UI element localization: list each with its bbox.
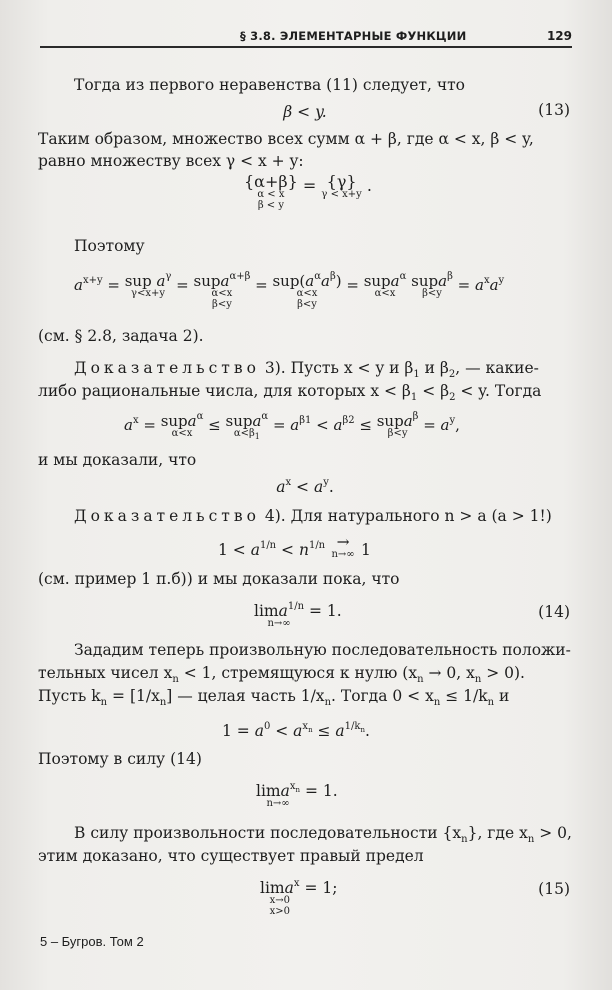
paragraph-line: Поэтому	[74, 237, 145, 255]
formula-13	[38, 101, 572, 123]
set-equality-formula: {α+β} α < x β < y = {γ} γ < x+y .	[244, 172, 372, 211]
proof-4-line: Доказательство 4). Для натурального n > a (a > 1!)	[74, 507, 552, 525]
paragraph-line: равно множеству всех γ < x + y:	[38, 152, 304, 170]
set-alpha-beta: {α+β} α < x β < y	[244, 172, 298, 211]
bound-formula: $1 = a^0 < a^{x_n} \le a^{1/k_n}$.	[222, 721, 370, 740]
page-footer: 5 – Бугров. Том 2	[40, 934, 144, 949]
inequality-chain-formula: $a^x$ = supa$^\alpha$ α<x ≤ supa$^\alpha$ $\alpha<\beta_1$ = $a^{\beta 1} < a^{\beta 2}$ ≤ supa$^\beta$ β<y = $a^y$,	[124, 411, 460, 441]
formula-14: lima$^{1/n}$ n→∞ = 1.	[254, 601, 342, 629]
paragraph-line: Тогда из первого неравенства (11) следует, что	[74, 76, 465, 94]
equation-number-13: (13)	[538, 101, 570, 119]
paragraph-line: (см. § 2.8, задача 2).	[38, 327, 204, 345]
page-number: 129	[546, 29, 572, 43]
paragraph-line: этим доказано, что существует правый предел	[38, 847, 424, 865]
proof-3-line: либо рациональные числа, для которых $x < \beta_1 < \beta_2 < y$. Тогда	[38, 382, 542, 403]
formula-15: lima$^x$ x→0 x>0 = 1;	[260, 878, 338, 917]
limit-inequality-formula: $1 < a^{1/n} < n^{1/n}$ → n→∞ 1	[218, 533, 371, 560]
equation-number-15: (15)	[538, 880, 570, 898]
paragraph-line: Зададим теперь произвольную последовательность положи-	[74, 641, 571, 659]
paragraph-line: (см. пример 1 п.б)) и мы доказали пока, что	[38, 570, 400, 588]
result-formula: $a^x < a^y$.	[276, 477, 334, 496]
proof-label: Доказательство	[74, 507, 260, 525]
sup-chain-formula: $a^{x+y}$ = sup $a^\gamma$ γ<x+y = supa$^{\alpha+\beta}$ α<x β<y = $sup(a^\alpha a^\beta)$ α<x β<y = supa$^\alpha$ α<x supa$^\beta$ β<y = $a^xa^y$	[74, 271, 505, 310]
paragraph-line: тельных чисел $x_n < 1$, стремящуюся к нулю ($x_n \to 0$, $x_n > 0$).	[38, 664, 525, 685]
paragraph-line: Пусть $k_n = [1/x_n]$ — целая часть $1/x_n$. Тогда $0 < x_n \le 1/k_n$ и	[38, 687, 510, 708]
equation-number-14: (14)	[538, 603, 570, 621]
limit-formula: lima$^{x_n}$ n→∞ = 1.	[256, 781, 338, 809]
set-gamma: {γ} γ < x+y	[321, 172, 362, 200]
proof-label: Доказательство	[74, 359, 260, 377]
paragraph-line: Таким образом, множество всех сумм α + β, где α < x, β < y,	[38, 130, 534, 148]
section-title: § 3.8. ЭЛЕМЕНТАРНЫЕ ФУНКЦИИ	[240, 29, 467, 43]
paragraph-line: и мы доказали, что	[38, 451, 197, 469]
paragraph-line: В силу произвольности последовательности $\{x_n\}$, где $x_n > 0$,	[74, 824, 572, 845]
paragraph-line: Поэтому в силу (14)	[38, 750, 202, 768]
formula-text: β < y.	[283, 103, 327, 121]
proof-3-line: Доказательство 3). Пусть x < y и $\beta_1$ и $\beta_2$, — какие-	[74, 359, 539, 380]
running-header	[40, 24, 572, 48]
